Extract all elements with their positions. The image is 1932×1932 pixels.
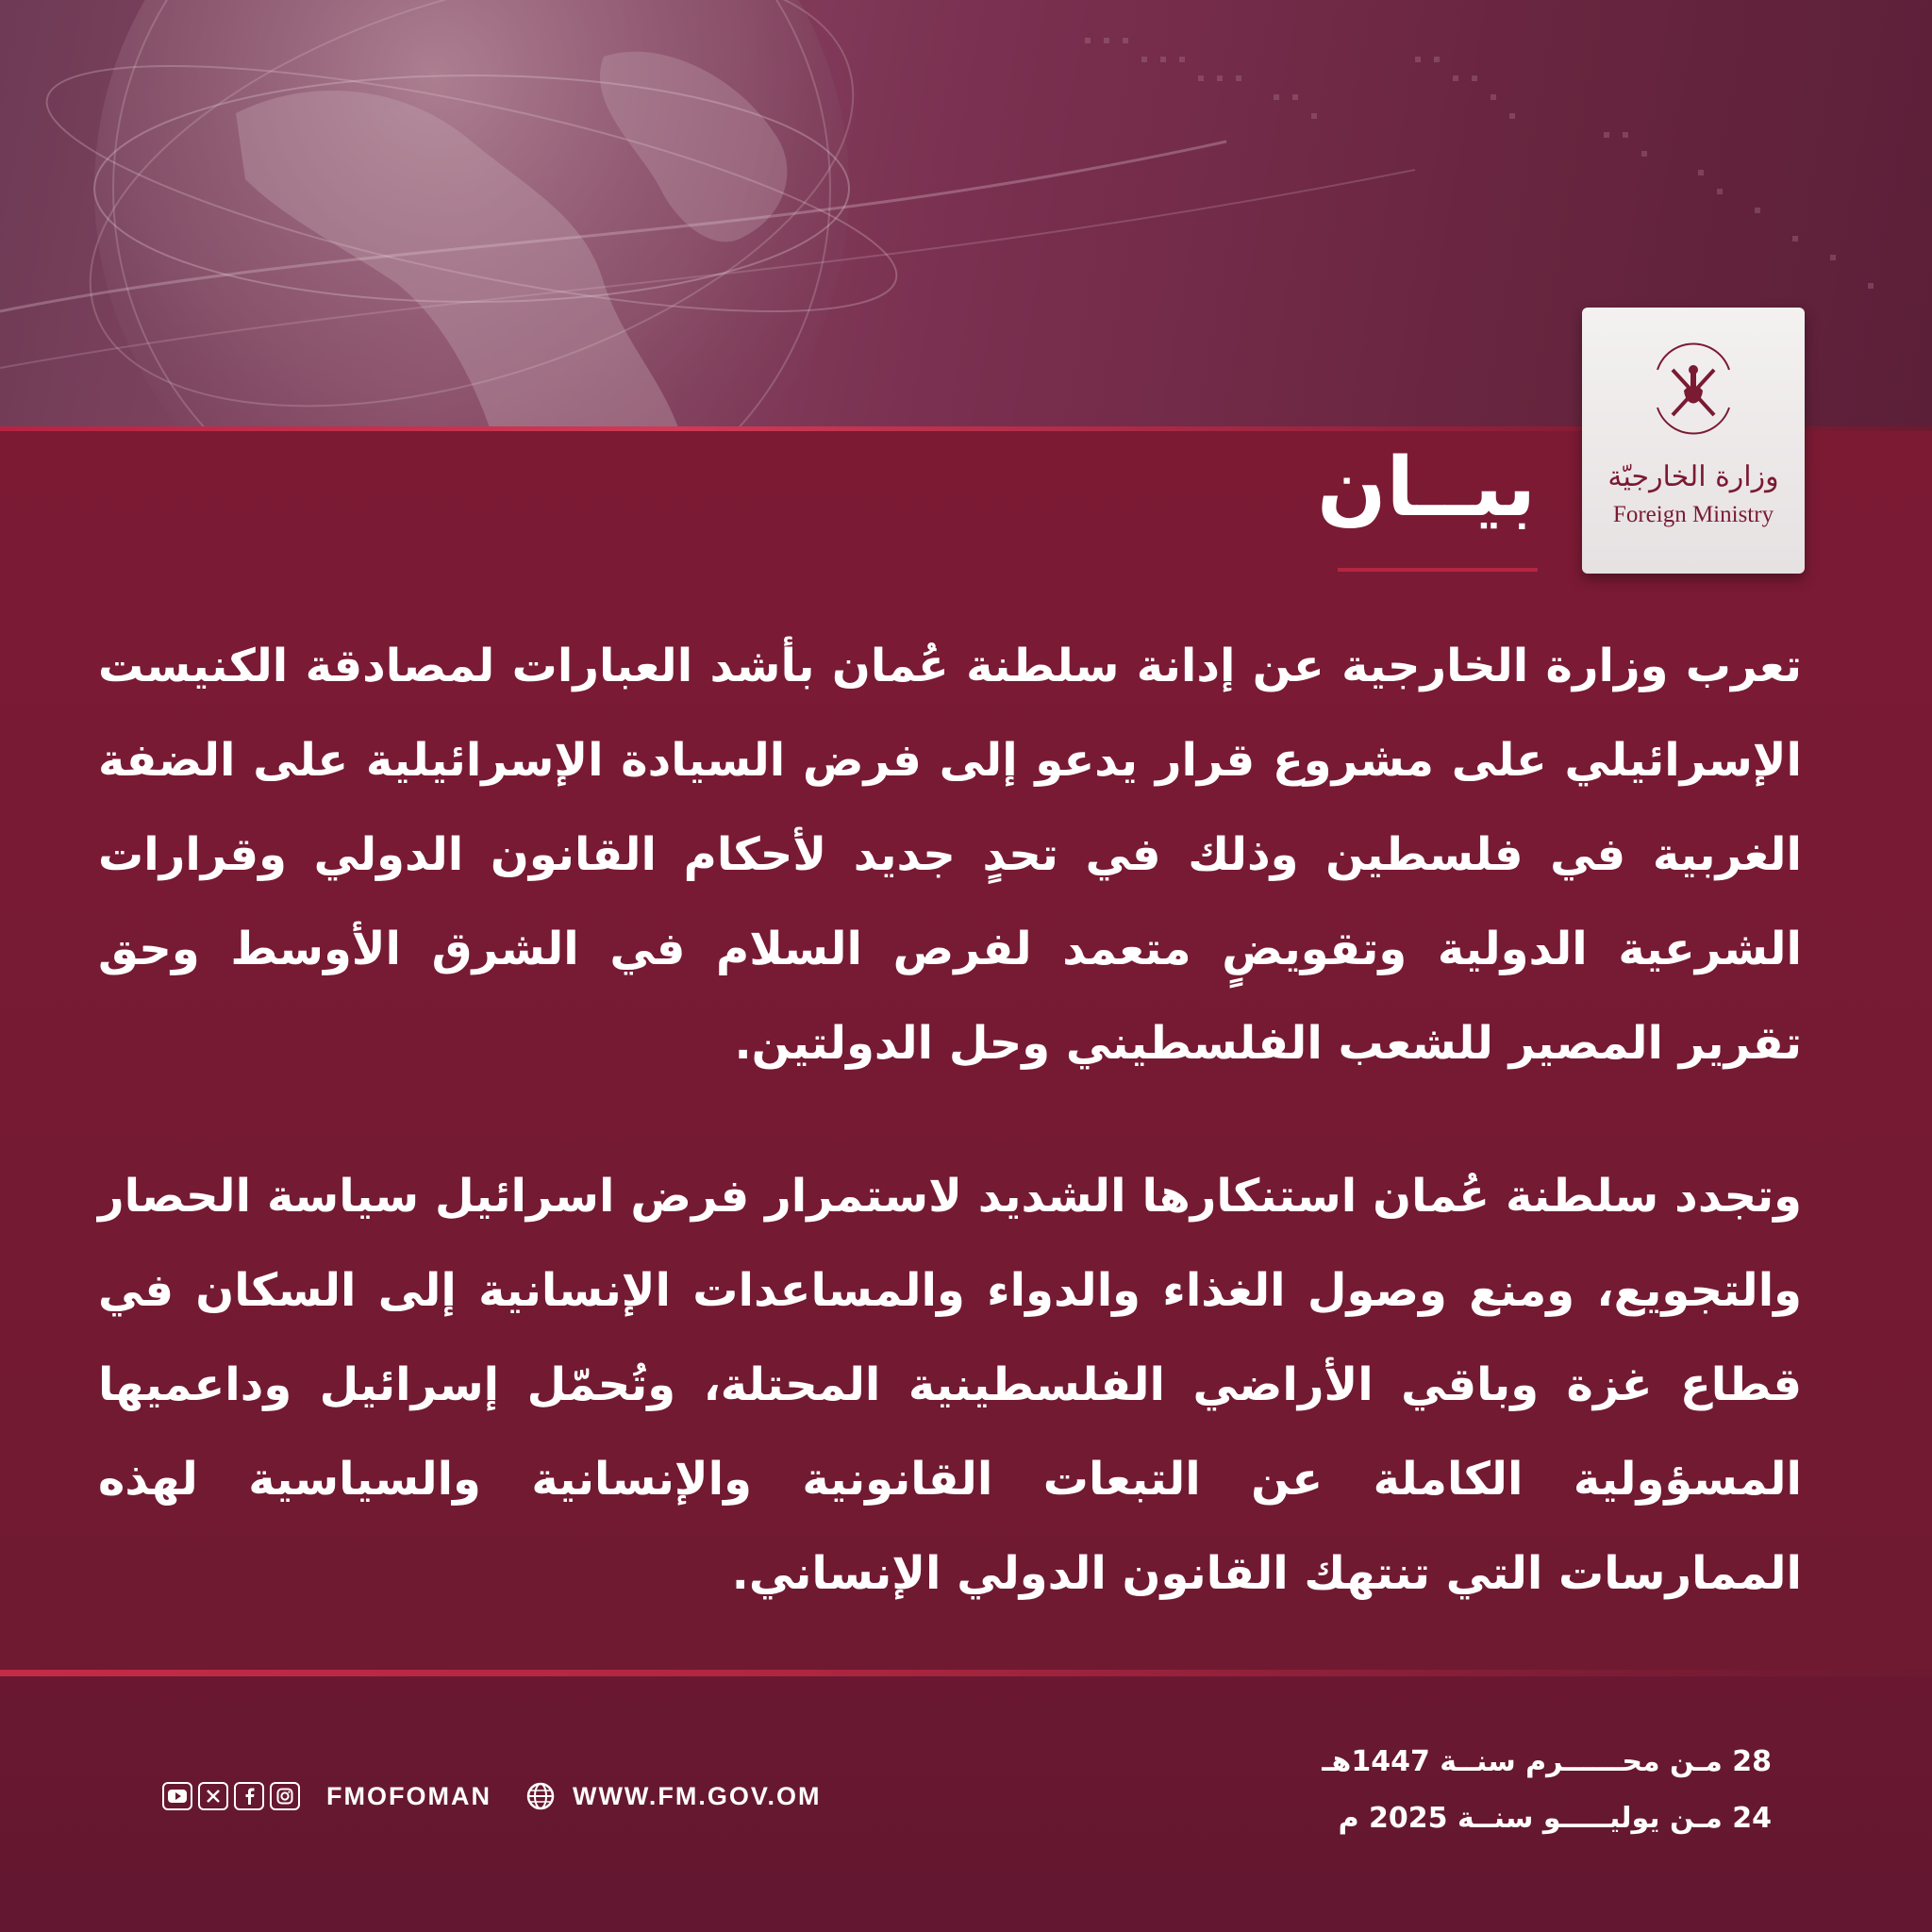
globe-icon bbox=[525, 1781, 556, 1811]
oman-emblem-icon bbox=[1646, 341, 1740, 455]
ministry-name-english: Foreign Ministry bbox=[1612, 502, 1774, 527]
website-link[interactable]: WWW.FM.GOV.OM bbox=[572, 1781, 822, 1810]
facebook-icon[interactable] bbox=[234, 1782, 264, 1810]
x-icon[interactable] bbox=[198, 1782, 228, 1810]
statement-paragraph-2: وتجدد سلطنة عُمان استنكارها الشديد لاستمرار فرض اسرائيل سياسة الحصار والتجويع، ومنع وصول الغذاء والدواء والمساعدات الإنسانية إلى السكان في قطاع غزة وباقي الأراضي الفلسطينية المحتلة، وتُحمّل إسرائيل وداعميها المسؤولية الكاملة عن التبعات القانونية والإنسانية والسياسية لهذه الممارسات التي تنتهك القانون الدولي الإنساني. bbox=[98, 1170, 1802, 1600]
ministry-name-arabic: وزارة الخارجيّة bbox=[1607, 460, 1779, 493]
statement-paragraph-1: تعرب وزارة الخارجية عن إدانة سلطنة عُمان بأشد العبارات لمصادقة الكنيست الإسرائيلي على مشروع قرار يدعو إلى فرض السيادة الإسرائيلية على الضفة الغربية في فلسطين وذلك في تحدٍ جديد لأحكام القانون الدولي وقرارات الشرعية الدولية وتقويضٍ متعمد لفرص السلام في الشرق الأوسط وحق تقرير المصير للشعب الفلسطيني وحل الدولتين. bbox=[98, 640, 1802, 1070]
date-hijri: 28 مـن محــــــرم سنــة 1447هـ bbox=[1322, 1745, 1772, 1778]
title-underline bbox=[1338, 568, 1538, 572]
ministry-logo-card bbox=[1582, 308, 1805, 574]
youtube-icon[interactable] bbox=[162, 1782, 192, 1810]
footer-divider bbox=[0, 1670, 1932, 1676]
date-block bbox=[1281, 1734, 1772, 1847]
date-gregorian: 24 مـن يوليـــــو سنــة 2025 م bbox=[1338, 1802, 1772, 1835]
instagram-icon[interactable] bbox=[270, 1782, 300, 1810]
page-title: بيــان bbox=[1317, 441, 1536, 535]
social-handle[interactable]: FMOFOMAN bbox=[326, 1781, 491, 1810]
contact-bar bbox=[162, 1775, 821, 1817]
